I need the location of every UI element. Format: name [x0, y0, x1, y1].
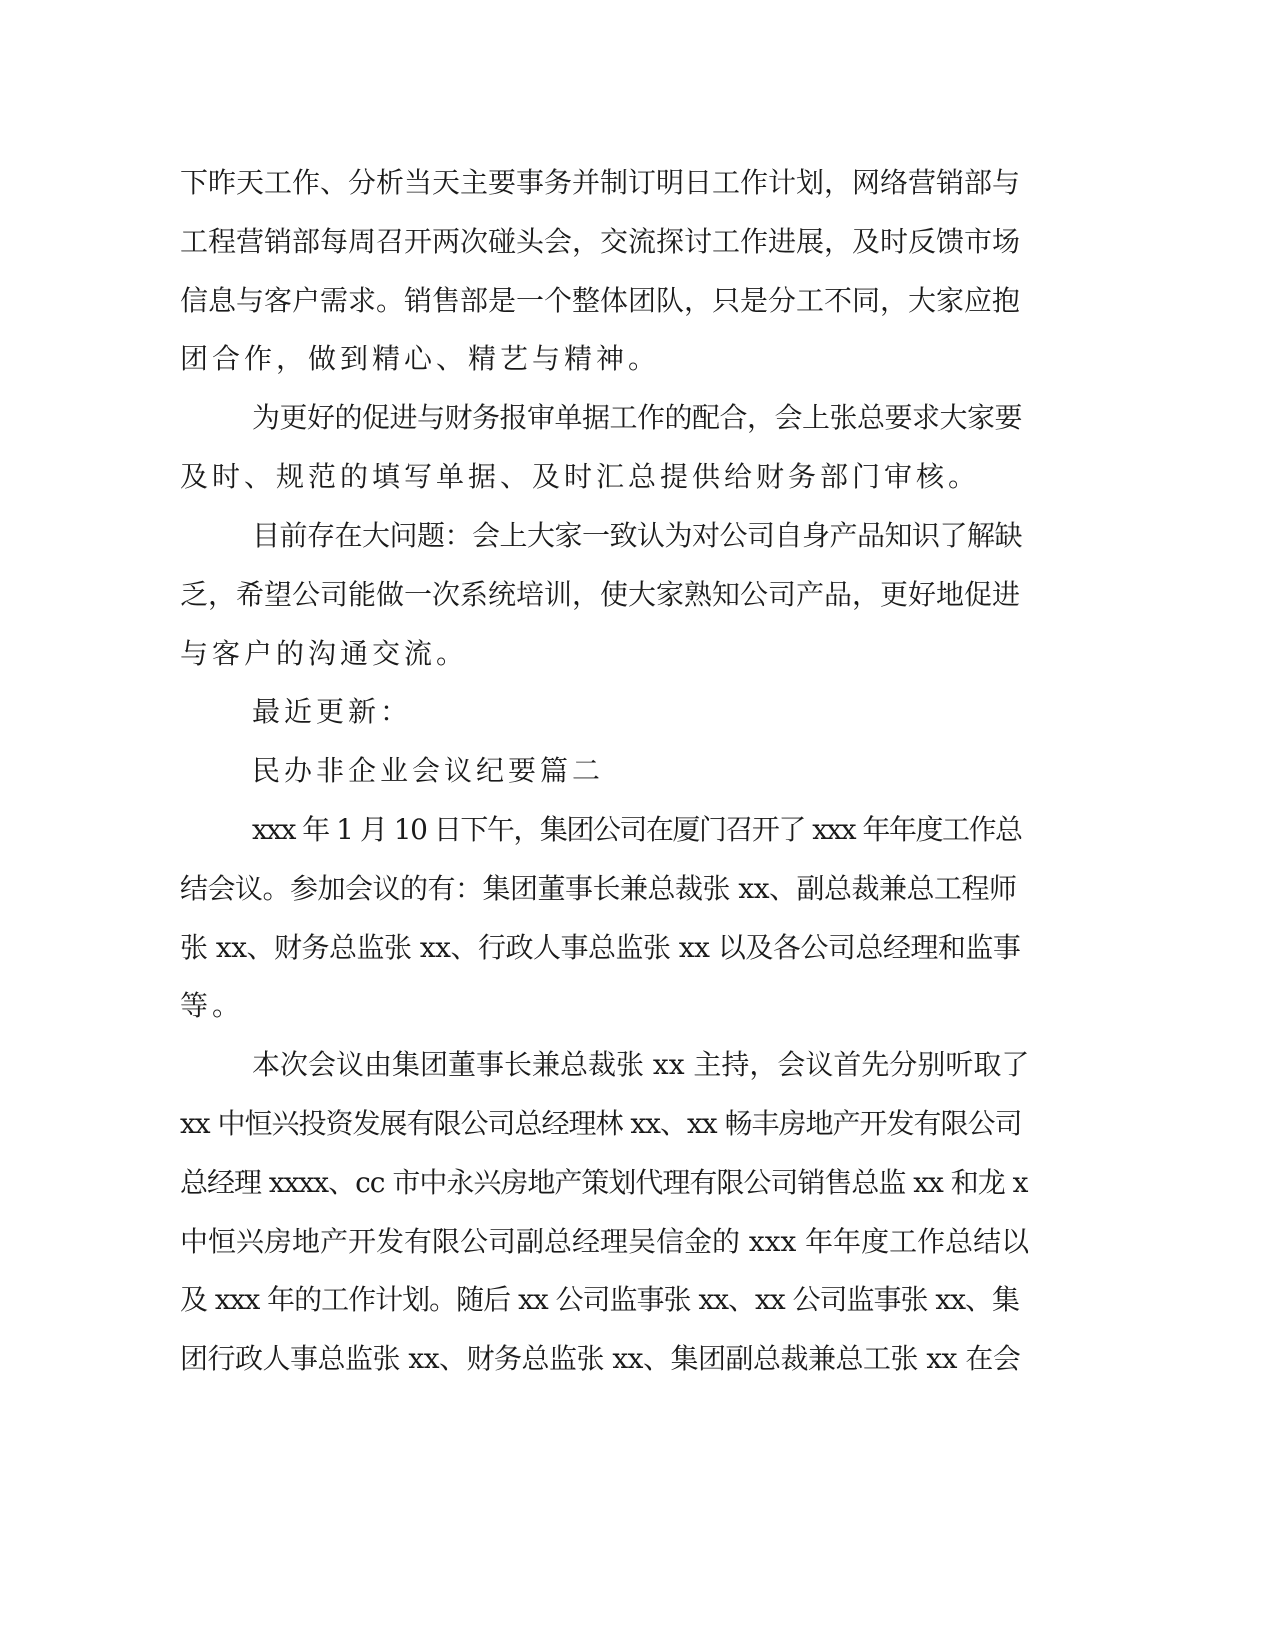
paragraph-line: 等。 — [180, 989, 245, 1022]
paragraph-line: 总经理 xxxx、cc 市中永兴房地产策划代理有限公司销售总监 xx 和龙 x — [180, 1166, 1028, 1199]
paragraph-line: 信息与客户需求。销售部是一个整体团队，只是分工不同，大家应抱 — [180, 284, 1021, 317]
paragraph-line: 下昨天工作、分析当天主要事务并制订明日工作计划，网络营销部与 — [180, 166, 1021, 199]
paragraph-line: 与客户的沟通交流。 — [180, 637, 469, 670]
paragraph-line: 乏，希望公司能做一次系统培训，使大家熟知公司产品，更好地促进 — [180, 578, 1021, 611]
paragraph-line: xx 中恒兴投资发展有限公司总经理林 xx、xx 畅丰房地产开发有限公司 — [180, 1107, 1022, 1140]
paragraph-line: 及时、规范的填写单据、及时汇总提供给财务部门审核。 — [180, 460, 981, 493]
paragraph-line: 张 xx、财务总监张 xx、行政人事总监张 xx 以及各公司总经理和监事 — [180, 931, 1021, 964]
paragraph-line: 团合作，做到精心、精艺与精神。 — [180, 342, 661, 375]
section-title: 民办非企业会议纪要篇二 — [252, 754, 605, 787]
paragraph-line: 目前存在大问题：会上大家一致认为对公司自身产品知识了解缺 — [252, 519, 1023, 552]
paragraph-line: 本次会议由集团董事长兼总裁张 xx 主持，会议首先分别听取了 — [252, 1048, 1030, 1081]
paragraph-line: 工程营销部每周召开两次碰头会，交流探讨工作进展，及时反馈市场 — [180, 225, 1021, 258]
paragraph-line: 中恒兴房地产开发有限公司副总经理吴信金的 xxx 年年度工作总结以 — [180, 1225, 1030, 1258]
paragraph-line: xxx 年 1 月 10 日下午，集团公司在厦门召开了 xxx 年年度工作总 — [252, 813, 1022, 846]
section-label: 最近更新： — [252, 695, 413, 728]
paragraph-line: 结会议。参加会议的有：集团董事长兼总裁张 xx、副总裁兼总工程师 — [180, 872, 1017, 905]
paragraph-line: 及 xxx 年的工作计划。随后 xx 公司监事张 xx、xx 公司监事张 xx、集 — [180, 1283, 1020, 1316]
paragraph-line: 团行政人事总监张 xx、财务总监张 xx、集团副总裁兼总工张 xx 在会 — [180, 1342, 1021, 1375]
paragraph-line: 为更好的促进与财务报审单据工作的配合，会上张总要求大家要 — [252, 401, 1023, 434]
